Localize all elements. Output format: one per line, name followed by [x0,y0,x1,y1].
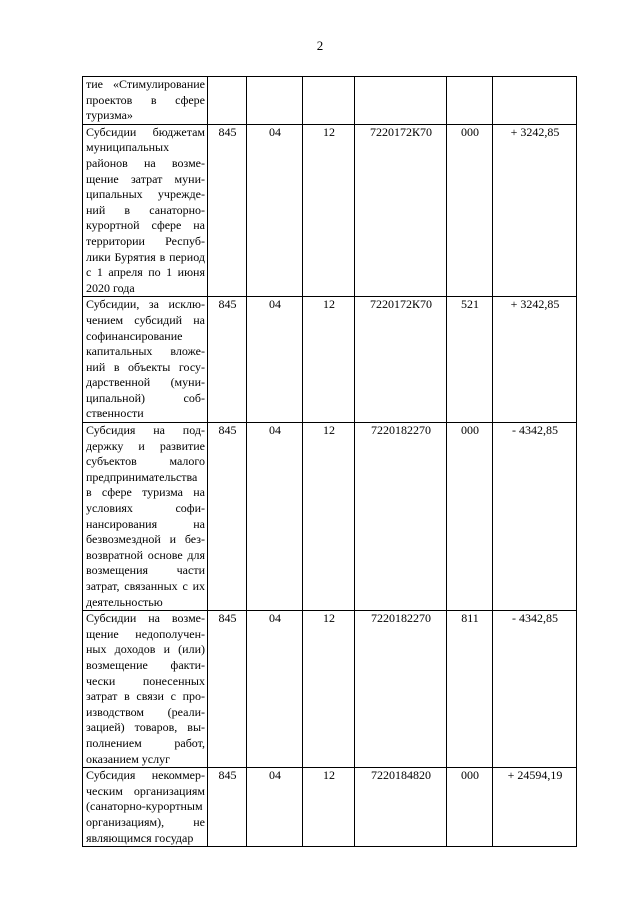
row-name-cell-text: Субсидии, за исключением субсидий на софинансирование капитальных вложений в объекты государственной (муниципальной) собственности [86,297,205,421]
ministry-code-cell-text: 845 [218,297,237,312]
amount-cell [493,124,577,297]
amount-cell [493,423,577,611]
section-code-cell [247,423,303,611]
target-article-cell-text: 7220182270 [371,611,431,626]
expense-type-cell-text: 000 [461,423,479,438]
section-code-cell [247,297,303,423]
expense-type-cell [447,423,493,611]
ministry-code-cell-text: 845 [218,124,237,139]
expense-type-cell [447,77,493,125]
row-name-cell-text: Субсидия на поддержку и развитие субъектов малого предпринимательства в сфере туризма на условиях софинансирования на безвозмездной и безвозвратной основе для возмещения части затрат, связанных с их деятельностью [86,423,205,609]
amount-cell-text: + 24594,19 [507,768,563,783]
amount-cell [493,297,577,423]
expense-type-cell-text: 000 [461,768,479,783]
row-name-cell [83,124,208,297]
expense-type-cell-text: 521 [461,297,479,312]
amount-cell [493,768,577,847]
row-name-cell [83,423,208,611]
subsection-code-cell-text: 12 [323,611,335,626]
budget-table [82,76,577,847]
target-article-cell [355,77,447,125]
target-article-cell [355,297,447,423]
table-row [83,297,577,423]
amount-cell-text: - 4342,85 [512,423,558,438]
row-name-cell [83,611,208,768]
row-name-cell [83,297,208,423]
expense-type-cell [447,124,493,297]
target-article-cell-text: 7220172К70 [369,297,432,312]
amount-cell [493,77,577,125]
subsection-code-cell-text: 12 [323,423,335,438]
subsection-code-cell [303,768,355,847]
ministry-code-cell [208,297,247,423]
ministry-code-cell [208,124,247,297]
subsection-code-cell [303,124,355,297]
expense-type-cell [447,297,493,423]
target-article-cell [355,768,447,847]
section-code-cell [247,611,303,768]
subsection-code-cell-text: 12 [323,124,335,139]
row-name-cell [83,768,208,847]
table-row [83,768,577,847]
table-row [83,124,577,297]
subsection-code-cell-text: 12 [323,768,335,783]
table-row [83,611,577,768]
ministry-code-cell [208,768,247,847]
ministry-code-cell-text: 845 [218,423,237,438]
target-article-cell [355,423,447,611]
table-row [83,423,577,611]
subsection-code-cell [303,77,355,125]
target-article-cell [355,611,447,768]
subsection-code-cell [303,423,355,611]
ministry-code-cell [208,611,247,768]
target-article-cell-text: 7220172К70 [369,124,432,139]
expense-type-cell-text: 811 [461,611,479,626]
section-code-cell-text: 04 [269,423,281,438]
ministry-code-cell [208,77,247,125]
section-code-cell-text: 04 [269,124,281,139]
section-code-cell-text: 04 [269,768,281,783]
target-article-cell [355,124,447,297]
target-article-cell-text: 7220184820 [371,768,431,783]
section-code-cell [247,124,303,297]
row-name-cell-text: Субсидии на возмещение недополученных доходов и (или) возмещение фактически понесенных затрат в связи с производством (реализацией) товаров, выполнением работ, оказанием услуг [86,611,205,766]
expense-type-cell [447,611,493,768]
row-name-cell [83,77,208,125]
section-code-cell [247,768,303,847]
amount-cell-text: + 3242,85 [510,124,560,139]
subsection-code-cell-text: 12 [323,297,335,312]
table-body [83,77,577,847]
section-code-cell-text: 04 [269,611,281,626]
expense-type-cell-text: 000 [461,124,479,139]
subsection-code-cell [303,297,355,423]
amount-cell [493,611,577,768]
row-name-cell-text: тие «Стимулирование проектов в сфере туризма» [86,77,205,123]
subsection-code-cell [303,611,355,768]
row-name-cell-text: Субсидии бюджетам муниципальных районов на возмещение затрат муниципальных учреждений в санаторно-курортной сфере на территории Республики Бурятия в период с 1 апреля по 1 июня 2020 года [86,124,205,295]
table-row [83,77,577,125]
amount-cell-text: - 4342,85 [512,611,558,626]
row-name-cell-text: Субсидия некоммерческим организациям (санаторно-курортным организациям), не являющимся государ [86,768,205,845]
amount-cell-text: + 3242,85 [510,297,560,312]
ministry-code-cell [208,423,247,611]
section-code-cell-text: 04 [269,297,281,312]
target-article-cell-text: 7220182270 [371,423,431,438]
page-number: 2 [316,38,324,53]
ministry-code-cell-text: 845 [218,768,237,783]
expense-type-cell [447,768,493,847]
ministry-code-cell-text: 845 [218,611,237,626]
section-code-cell [247,77,303,125]
